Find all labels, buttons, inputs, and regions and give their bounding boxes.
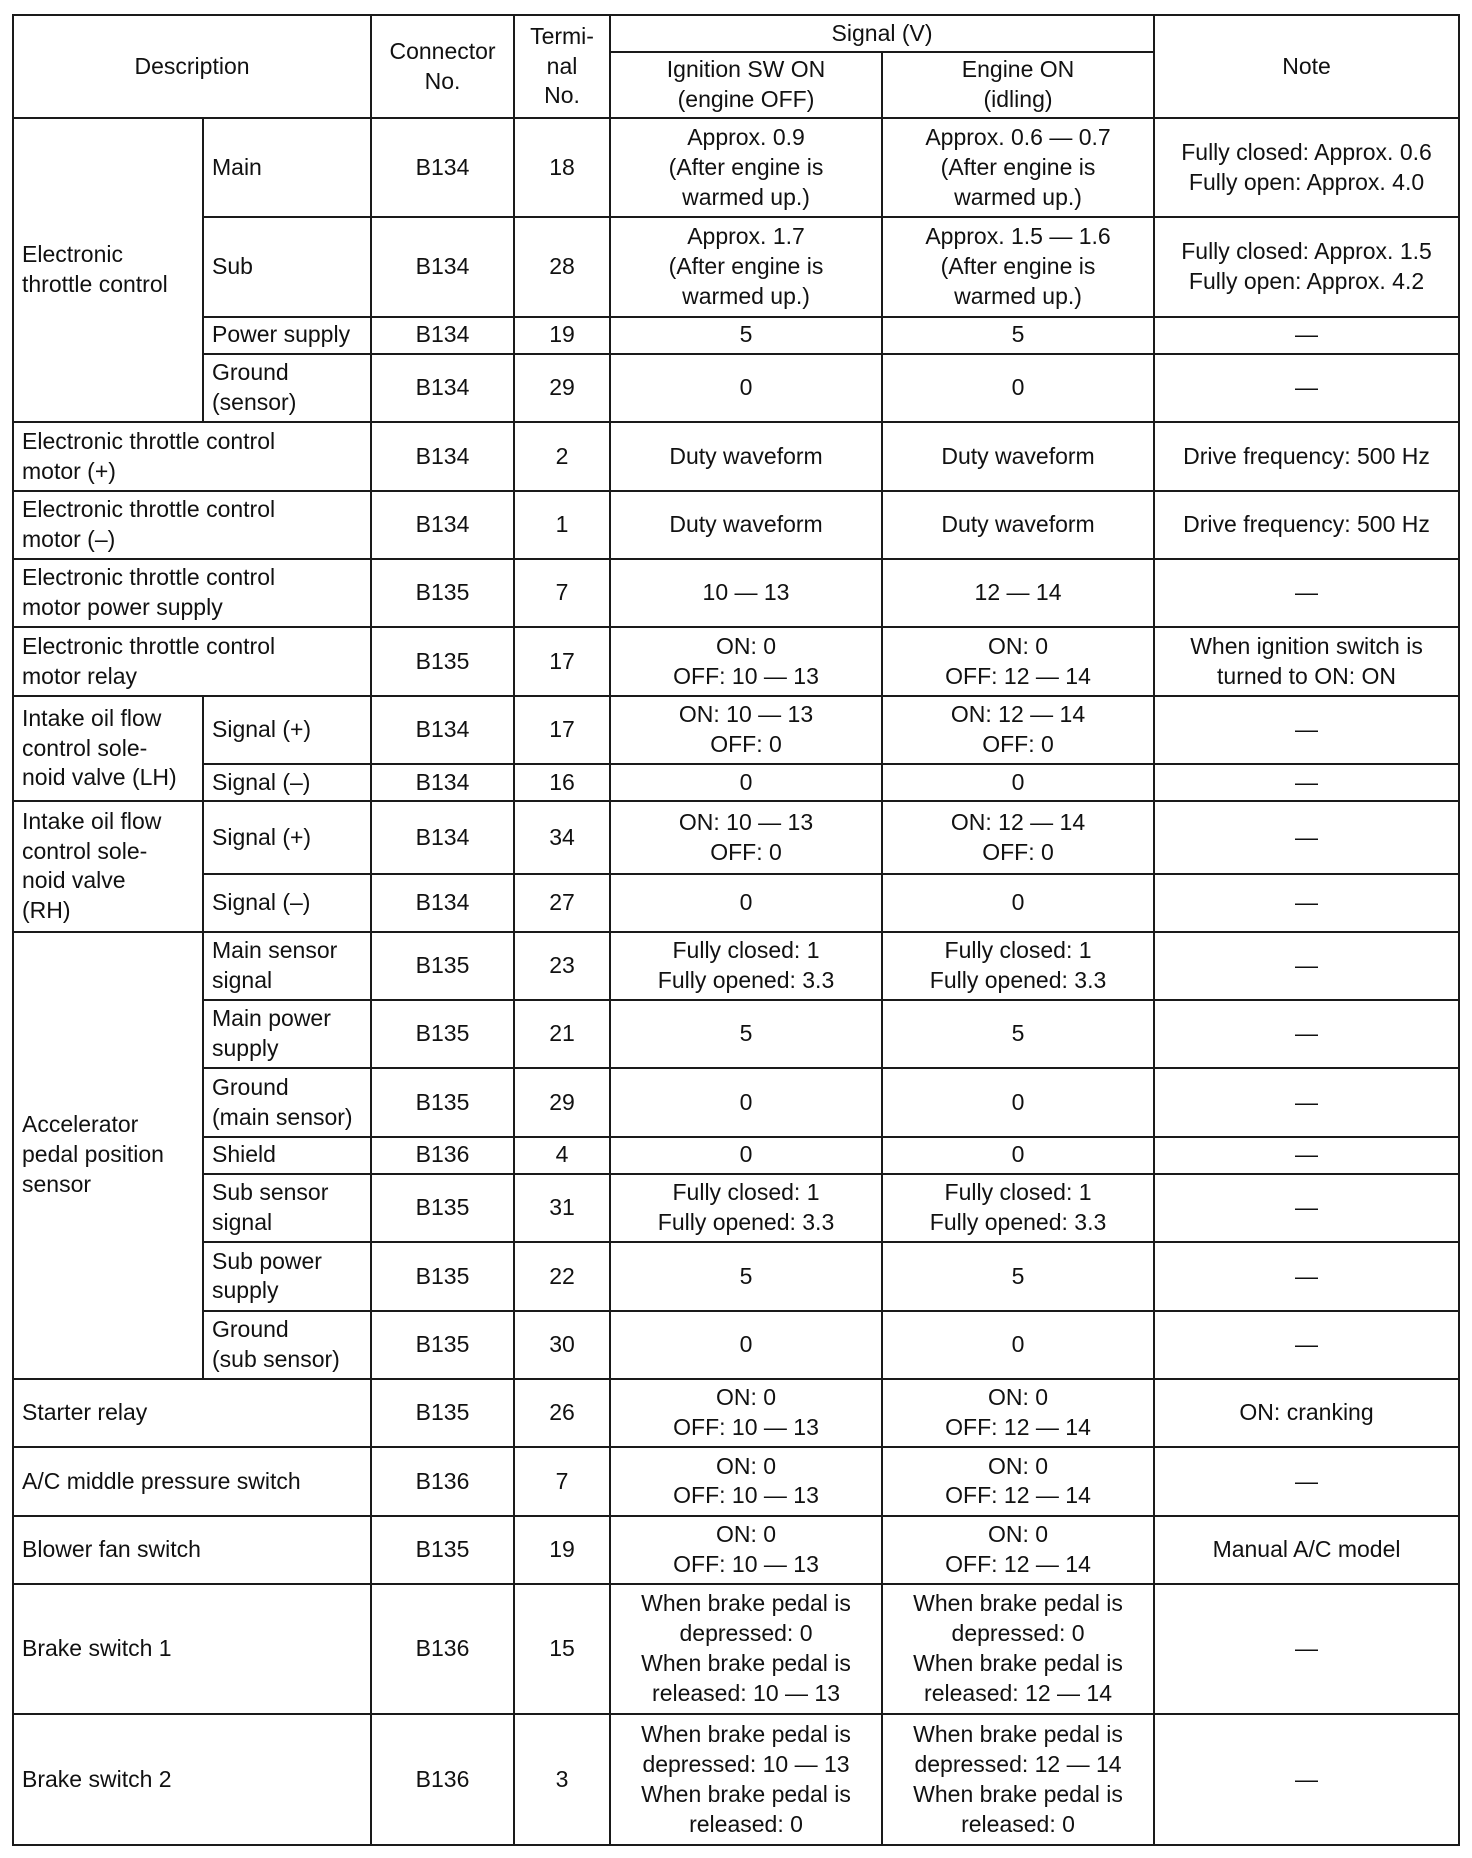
terminal-cell: 17 — [514, 627, 610, 695]
engine-on-cell: 0 — [882, 764, 1154, 801]
note-cell: — — [1154, 354, 1459, 422]
connector-cell: B136 — [371, 1447, 514, 1515]
terminal-cell: 30 — [514, 1311, 610, 1379]
row-description: Electronic throttle control motor (–) — [13, 491, 371, 559]
engine-on-cell: ON: 0 OFF: 12 — 14 — [882, 1516, 1154, 1584]
ignition-on-cell: 10 — 13 — [610, 559, 882, 627]
connector-cell: B134 — [371, 317, 514, 354]
terminal-cell: 31 — [514, 1174, 610, 1242]
group-description: Intake oil flow control sole- noid valve (LH) — [13, 696, 203, 802]
connector-cell: B134 — [371, 874, 514, 932]
note-cell: — — [1154, 1000, 1459, 1068]
note-cell: — — [1154, 1714, 1459, 1845]
header-ignition-on: Ignition SW ON (engine OFF) — [610, 52, 882, 118]
terminal-cell: 19 — [514, 317, 610, 354]
connector-cell: B135 — [371, 1242, 514, 1310]
table-row — [13, 627, 1459, 695]
ignition-on-cell: Approx. 1.7 (After engine is warmed up.) — [610, 217, 882, 316]
table-row — [13, 118, 1459, 217]
row-description: Starter relay — [13, 1379, 371, 1447]
connector-cell: B135 — [371, 1068, 514, 1136]
connector-cell: B135 — [371, 1379, 514, 1447]
connector-cell: B135 — [371, 1311, 514, 1379]
note-cell: — — [1154, 801, 1459, 874]
table-row — [13, 801, 1459, 874]
table-row — [13, 1311, 1459, 1379]
terminal-cell: 21 — [514, 1000, 610, 1068]
note-cell: — — [1154, 1242, 1459, 1310]
signal-spec-table — [12, 14, 1460, 1846]
table-row — [13, 874, 1459, 932]
connector-cell: B135 — [371, 1516, 514, 1584]
engine-on-cell: Approx. 0.6 — 0.7 (After engine is warmed up.) — [882, 118, 1154, 217]
table-row — [13, 559, 1459, 627]
table-row — [13, 317, 1459, 354]
row-description: Blower fan switch — [13, 1516, 371, 1584]
terminal-cell: 26 — [514, 1379, 610, 1447]
note-cell: — — [1154, 1584, 1459, 1714]
note-cell: — — [1154, 1068, 1459, 1136]
header-row — [13, 15, 1459, 52]
table-row — [13, 1516, 1459, 1584]
ignition-on-cell: When brake pedal is depressed: 10 — 13 When brake pedal is released: 0 — [610, 1714, 882, 1845]
engine-on-cell: ON: 0 OFF: 12 — 14 — [882, 1379, 1154, 1447]
table-row — [13, 1714, 1459, 1845]
header-connector: Connector No. — [371, 15, 514, 118]
engine-on-cell: 0 — [882, 1068, 1154, 1136]
sub-description: Signal (–) — [203, 874, 371, 932]
engine-on-cell: 5 — [882, 1242, 1154, 1310]
terminal-cell: 27 — [514, 874, 610, 932]
engine-on-cell: 5 — [882, 1000, 1154, 1068]
engine-on-cell: 0 — [882, 1137, 1154, 1174]
terminal-cell: 4 — [514, 1137, 610, 1174]
header-terminal: Termi- nal No. — [514, 15, 610, 118]
note-cell: When ignition switch is turned to ON: ON — [1154, 627, 1459, 695]
note-cell: — — [1154, 1137, 1459, 1174]
table-row — [13, 764, 1459, 801]
terminal-cell: 22 — [514, 1242, 610, 1310]
terminal-cell: 3 — [514, 1714, 610, 1845]
engine-on-cell: When brake pedal is depressed: 12 — 14 When brake pedal is released: 0 — [882, 1714, 1154, 1845]
note-cell: Drive frequency: 500 Hz — [1154, 491, 1459, 559]
engine-on-cell: Approx. 1.5 — 1.6 (After engine is warmed up.) — [882, 217, 1154, 316]
terminal-cell: 23 — [514, 932, 610, 1000]
note-cell: — — [1154, 932, 1459, 1000]
header-signal: Signal (V) — [610, 15, 1154, 52]
ignition-on-cell: 0 — [610, 764, 882, 801]
ignition-on-cell: ON: 0 OFF: 10 — 13 — [610, 627, 882, 695]
table-row — [13, 422, 1459, 490]
engine-on-cell: Duty waveform — [882, 491, 1154, 559]
engine-on-cell: 0 — [882, 1311, 1154, 1379]
ignition-on-cell: Fully closed: 1 Fully opened: 3.3 — [610, 1174, 882, 1242]
engine-on-cell: 0 — [882, 354, 1154, 422]
ignition-on-cell: 5 — [610, 1000, 882, 1068]
table-row — [13, 1584, 1459, 1714]
sub-description: Signal (+) — [203, 801, 371, 874]
ignition-on-cell: Duty waveform — [610, 491, 882, 559]
terminal-cell: 29 — [514, 1068, 610, 1136]
row-description: Electronic throttle control motor (+) — [13, 422, 371, 490]
note-cell: — — [1154, 1447, 1459, 1515]
connector-cell: B136 — [371, 1714, 514, 1845]
note-cell: — — [1154, 317, 1459, 354]
row-description: Brake switch 2 — [13, 1714, 371, 1845]
connector-cell: B134 — [371, 696, 514, 764]
table-row — [13, 1242, 1459, 1310]
table-row — [13, 354, 1459, 422]
terminal-cell: 16 — [514, 764, 610, 801]
table-row — [13, 1000, 1459, 1068]
engine-on-cell: Duty waveform — [882, 422, 1154, 490]
connector-cell: B134 — [371, 354, 514, 422]
connector-cell: B135 — [371, 1174, 514, 1242]
table-row — [13, 1174, 1459, 1242]
row-description: A/C middle pressure switch — [13, 1447, 371, 1515]
header-engine-on: Engine ON (idling) — [882, 52, 1154, 118]
sub-description: Sub sensor signal — [203, 1174, 371, 1242]
connector-cell: B134 — [371, 491, 514, 559]
ignition-on-cell: Duty waveform — [610, 422, 882, 490]
terminal-cell: 18 — [514, 118, 610, 217]
group-description: Intake oil flow control sole- noid valve (RH) — [13, 801, 203, 931]
table-row — [13, 932, 1459, 1000]
sub-description: Power supply — [203, 317, 371, 354]
ignition-on-cell: 0 — [610, 354, 882, 422]
connector-cell: B135 — [371, 932, 514, 1000]
sub-description: Signal (–) — [203, 764, 371, 801]
group-description: Accelerator pedal position sensor — [13, 932, 203, 1379]
connector-cell: B134 — [371, 217, 514, 316]
terminal-cell: 19 — [514, 1516, 610, 1584]
engine-on-cell: 5 — [882, 317, 1154, 354]
ignition-on-cell: Fully closed: 1 Fully opened: 3.3 — [610, 932, 882, 1000]
terminal-cell: 17 — [514, 696, 610, 764]
sub-description: Main power supply — [203, 1000, 371, 1068]
ignition-on-cell: 0 — [610, 874, 882, 932]
ignition-on-cell: 0 — [610, 1311, 882, 1379]
row-description: Brake switch 1 — [13, 1584, 371, 1714]
row-description: Electronic throttle control motor relay — [13, 627, 371, 695]
terminal-cell: 2 — [514, 422, 610, 490]
group-description: Electronic throttle control — [13, 118, 203, 422]
sub-description: Ground (main sensor) — [203, 1068, 371, 1136]
note-cell: — — [1154, 1311, 1459, 1379]
sub-description: Main — [203, 118, 371, 217]
table-row — [13, 1068, 1459, 1136]
connector-cell: B134 — [371, 422, 514, 490]
ignition-on-cell: 0 — [610, 1068, 882, 1136]
engine-on-cell: Fully closed: 1 Fully opened: 3.3 — [882, 1174, 1154, 1242]
note-cell: ON: cranking — [1154, 1379, 1459, 1447]
sub-description: Sub power supply — [203, 1242, 371, 1310]
connector-cell: B135 — [371, 627, 514, 695]
table-row — [13, 491, 1459, 559]
terminal-cell: 28 — [514, 217, 610, 316]
row-description: Electronic throttle control motor power supply — [13, 559, 371, 627]
terminal-cell: 34 — [514, 801, 610, 874]
connector-cell: B134 — [371, 764, 514, 801]
note-cell: — — [1154, 1174, 1459, 1242]
header-note: Note — [1154, 15, 1459, 118]
engine-on-cell: 0 — [882, 874, 1154, 932]
terminal-cell: 7 — [514, 1447, 610, 1515]
ignition-on-cell: 0 — [610, 1137, 882, 1174]
table-row — [13, 217, 1459, 316]
table-row — [13, 696, 1459, 764]
note-cell: Manual A/C model — [1154, 1516, 1459, 1584]
ignition-on-cell: ON: 0 OFF: 10 — 13 — [610, 1447, 882, 1515]
terminal-cell: 29 — [514, 354, 610, 422]
connector-cell: B134 — [371, 801, 514, 874]
engine-on-cell: 12 — 14 — [882, 559, 1154, 627]
ignition-on-cell: ON: 10 — 13 OFF: 0 — [610, 801, 882, 874]
ignition-on-cell: ON: 10 — 13 OFF: 0 — [610, 696, 882, 764]
terminal-cell: 7 — [514, 559, 610, 627]
table-row — [13, 1137, 1459, 1174]
ignition-on-cell: Approx. 0.9 (After engine is warmed up.) — [610, 118, 882, 217]
ignition-on-cell: ON: 0 OFF: 10 — 13 — [610, 1379, 882, 1447]
engine-on-cell: ON: 12 — 14 OFF: 0 — [882, 801, 1154, 874]
ignition-on-cell: 5 — [610, 1242, 882, 1310]
sub-description: Ground (sub sensor) — [203, 1311, 371, 1379]
note-cell: — — [1154, 696, 1459, 764]
sub-description: Sub — [203, 217, 371, 316]
note-cell: — — [1154, 559, 1459, 627]
engine-on-cell: Fully closed: 1 Fully opened: 3.3 — [882, 932, 1154, 1000]
sub-description: Ground (sensor) — [203, 354, 371, 422]
sub-description: Shield — [203, 1137, 371, 1174]
connector-cell: B134 — [371, 118, 514, 217]
engine-on-cell: ON: 0 OFF: 12 — 14 — [882, 627, 1154, 695]
connector-cell: B135 — [371, 559, 514, 627]
engine-on-cell: ON: 0 OFF: 12 — 14 — [882, 1447, 1154, 1515]
note-cell: — — [1154, 874, 1459, 932]
table-row — [13, 1379, 1459, 1447]
note-cell: Fully closed: Approx. 0.6 Fully open: Approx. 4.0 — [1154, 118, 1459, 217]
sub-description: Main sensor signal — [203, 932, 371, 1000]
header-description: Description — [13, 15, 371, 118]
connector-cell: B136 — [371, 1137, 514, 1174]
ignition-on-cell: When brake pedal is depressed: 0 When brake pedal is released: 10 — 13 — [610, 1584, 882, 1714]
engine-on-cell: ON: 12 — 14 OFF: 0 — [882, 696, 1154, 764]
engine-on-cell: When brake pedal is depressed: 0 When brake pedal is released: 12 — 14 — [882, 1584, 1154, 1714]
table-row — [13, 1447, 1459, 1515]
note-cell: Fully closed: Approx. 1.5 Fully open: Approx. 4.2 — [1154, 217, 1459, 316]
terminal-cell: 1 — [514, 491, 610, 559]
ignition-on-cell: 5 — [610, 317, 882, 354]
note-cell: — — [1154, 764, 1459, 801]
connector-cell: B136 — [371, 1584, 514, 1714]
sub-description: Signal (+) — [203, 696, 371, 764]
ignition-on-cell: ON: 0 OFF: 10 — 13 — [610, 1516, 882, 1584]
terminal-cell: 15 — [514, 1584, 610, 1714]
connector-cell: B135 — [371, 1000, 514, 1068]
note-cell: Drive frequency: 500 Hz — [1154, 422, 1459, 490]
